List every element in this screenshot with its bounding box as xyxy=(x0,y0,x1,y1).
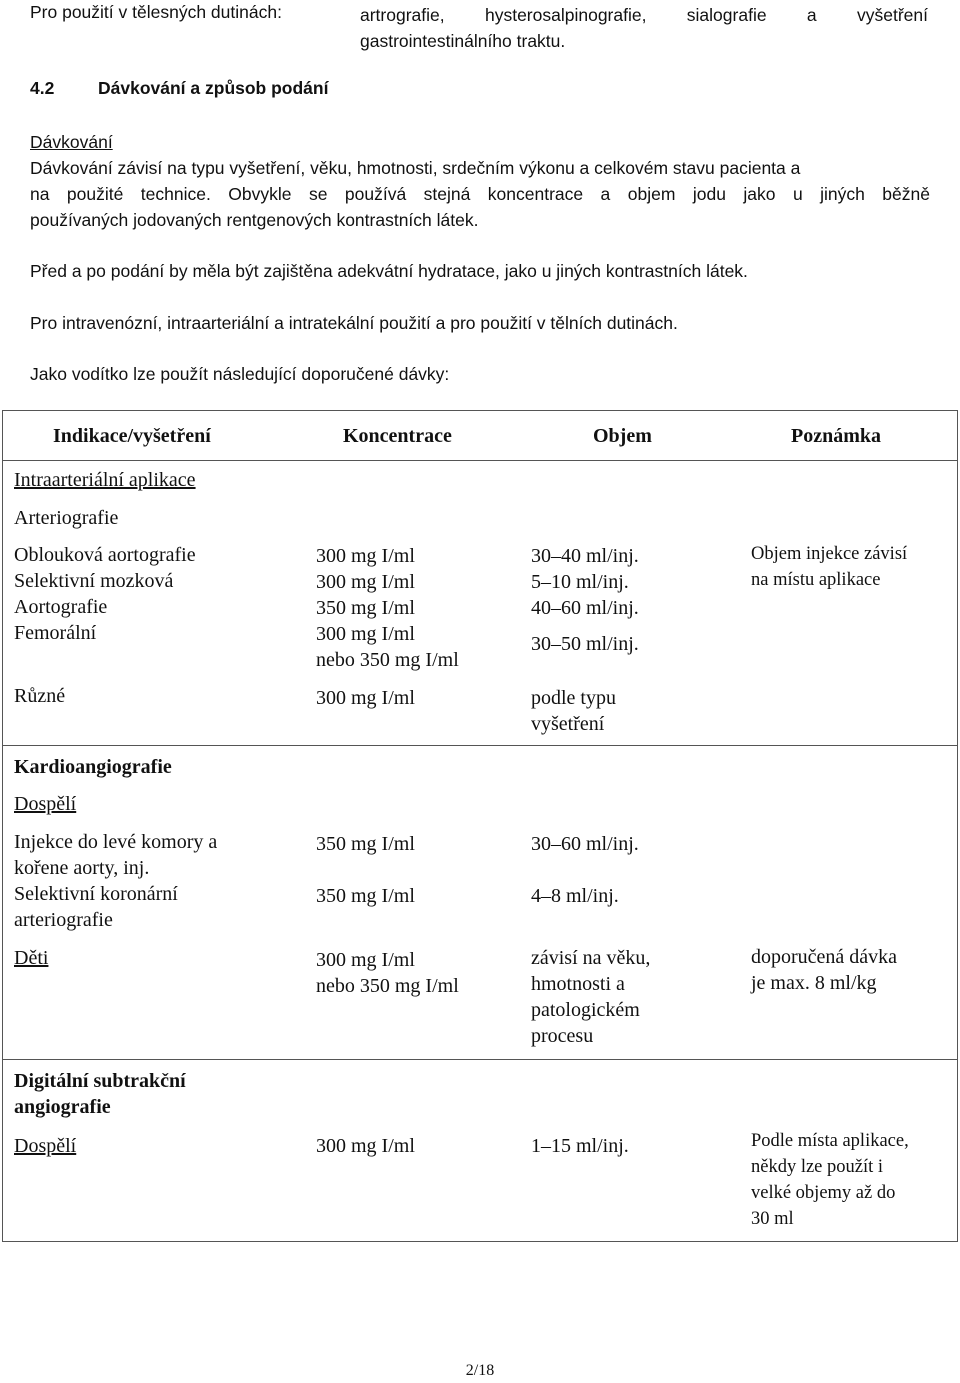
indication: Selektivní mozková xyxy=(14,570,174,592)
indication: Femorální xyxy=(14,622,97,644)
usage-value-line2: gastrointestinálního traktu. xyxy=(360,31,566,51)
page-number: 2/18 xyxy=(465,1362,495,1379)
dsa-adults-label: Dospělí xyxy=(14,1135,77,1157)
concentration: 300 mg I/ml xyxy=(316,623,415,645)
dosage-p3: Pro intravenózní, intraarteriální a intratekální použití a pro použití v tělních dutinách. xyxy=(30,313,678,333)
concentration: 300 mg I/ml xyxy=(316,571,415,593)
note-line: na místu aplikace xyxy=(751,570,881,590)
indication-line: arteriografie xyxy=(14,909,113,931)
indication-line: Selektivní koronární xyxy=(14,883,178,905)
indication-line: kořene aorty, inj. xyxy=(14,857,150,879)
header-divider xyxy=(3,460,957,461)
usage-word: vyšetření xyxy=(857,5,928,25)
arteriography-label: Arteriografie xyxy=(14,507,119,529)
note-line: doporučená dávka xyxy=(751,946,898,968)
children-note xyxy=(751,944,897,996)
header-note: Poznámka xyxy=(791,425,881,447)
note-line: je max. 8 ml/kg xyxy=(751,972,877,994)
dosage-p1-line: na použité technice. Obvykle se používá stejná koncentrace a objem jodu jako u jiných běžně xyxy=(30,184,930,204)
children-label: Děti xyxy=(14,947,49,969)
intra-concentrations xyxy=(316,543,459,673)
usage-value-line1 xyxy=(360,2,928,28)
indication-line: Injekce do levé komory a xyxy=(14,831,218,853)
usage-word: sialografie xyxy=(686,5,767,25)
dosage-p2: Před a po podání by měla být zajištěna adekvátní hydratace, jako u jiných kontrastních látek. xyxy=(30,261,748,281)
intra-indications xyxy=(14,542,196,646)
children-volume xyxy=(531,945,650,1049)
indication: Oblouková aortografie xyxy=(14,544,196,566)
misc-label: Různé xyxy=(14,685,66,707)
cardio-vol-2: 4–8 ml/inj. xyxy=(531,885,619,907)
dsa-title-line: angiografie xyxy=(14,1096,111,1118)
row-divider xyxy=(3,1059,957,1060)
volume-line: vyšetření xyxy=(531,713,605,735)
children-concentration xyxy=(316,947,459,999)
volume-line: závisí na věku, xyxy=(531,947,651,969)
usage-value xyxy=(360,2,928,54)
usage-word: a xyxy=(806,5,817,25)
cardio-conc-1: 350 mg I/ml xyxy=(316,833,415,855)
dsa-title xyxy=(14,1068,186,1120)
note-line: někdy lze použít i xyxy=(751,1157,884,1177)
concentration: 350 mg I/ml xyxy=(316,597,415,619)
row-divider xyxy=(3,745,957,746)
note-line: 30 ml xyxy=(751,1209,794,1229)
usage-word: artrografie, xyxy=(360,5,445,25)
dosage-table xyxy=(2,410,958,1242)
note-line: Objem injekce závisí xyxy=(751,544,908,564)
dosage-p1-line: používaných jodovaných rentgenových kontrastních látek. xyxy=(30,210,479,230)
volume: 5–10 ml/inj. xyxy=(531,571,629,593)
volume-line: procesu xyxy=(531,1025,594,1047)
intra-title: Intraarteriální aplikace xyxy=(14,469,196,491)
section-number: 4.2 xyxy=(30,78,55,98)
dosage-p1-line: Dávkování závisí na typu vyšetření, věku, hmotnosti, srdečním výkonu a celkovém stavu pacienta a xyxy=(30,158,801,178)
usage-label: Pro použití v tělesných dutinách: xyxy=(30,2,282,22)
dosage-p4: Jako vodítko lze použít následující doporučené dávky: xyxy=(30,364,450,384)
dsa-concentration: 300 mg I/ml xyxy=(316,1135,415,1157)
cardio-indication-2 xyxy=(14,881,178,933)
concentration-line: 300 mg I/ml xyxy=(316,949,415,971)
cardio-title: Kardioangiografie xyxy=(14,756,172,778)
header-concentration: Koncentrace xyxy=(343,425,452,447)
concentration: nebo 350 mg I/ml xyxy=(316,649,459,671)
usage-word: hysterosalpinografie, xyxy=(484,5,647,25)
note-line: velké objemy až do xyxy=(751,1183,896,1203)
misc-volume xyxy=(531,685,616,737)
section-title: Dávkování a způsob podání xyxy=(98,78,329,98)
note-line: Podle místa aplikace, xyxy=(751,1131,909,1151)
volume: 30–50 ml/inj. xyxy=(531,633,639,655)
misc-concentration: 300 mg I/ml xyxy=(316,687,415,709)
cardio-indication-1 xyxy=(14,829,217,881)
volume: 30–40 ml/inj. xyxy=(531,545,639,567)
dosage-p1 xyxy=(30,155,930,233)
volume-line: podle typu xyxy=(531,687,616,709)
cardio-adults-label: Dospělí xyxy=(14,793,77,815)
intra-note xyxy=(751,541,907,593)
dosage-heading-text: Dávkování xyxy=(30,132,113,152)
header-volume: Objem xyxy=(593,425,652,447)
indication: Aortografie xyxy=(14,596,108,618)
volume: 40–60 ml/inj. xyxy=(531,597,639,619)
concentration-line: nebo 350 mg I/ml xyxy=(316,975,459,997)
dosage-heading xyxy=(30,129,930,155)
header-indication: Indikace/vyšetření xyxy=(53,425,211,447)
volume-line: hmotnosti a xyxy=(531,973,625,995)
cardio-vol-1: 30–60 ml/inj. xyxy=(531,833,639,855)
dsa-volume: 1–15 ml/inj. xyxy=(531,1135,629,1157)
dsa-note xyxy=(751,1128,909,1232)
concentration: 300 mg I/ml xyxy=(316,545,415,567)
intra-volumes xyxy=(531,543,639,657)
volume-line: patologickém xyxy=(531,999,640,1021)
dsa-title-line: Digitální subtrakční xyxy=(14,1070,186,1092)
cardio-conc-2: 350 mg I/ml xyxy=(316,885,415,907)
section-heading xyxy=(30,78,328,99)
